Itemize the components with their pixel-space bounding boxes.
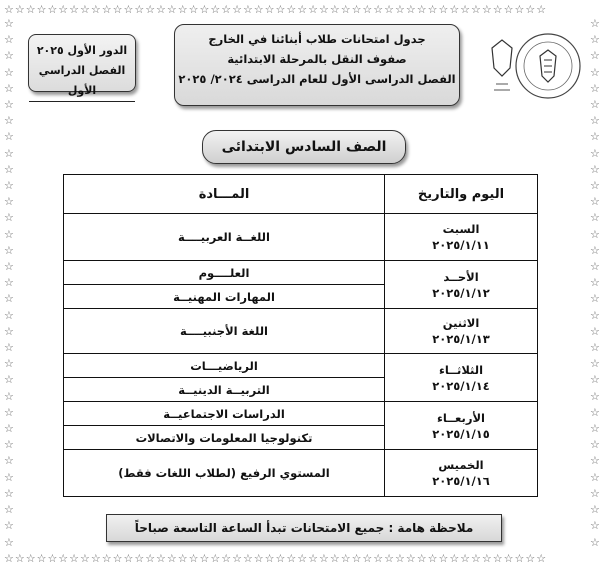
table-row [64,402,538,426]
col-subject-header: المـــادة [64,175,385,214]
title-line-2: صفوف النقل بالمرحلة الابتدائية [227,52,407,66]
table-row [64,309,538,354]
round-line-1: الدور الأول ٢٠٢٥ [36,44,128,57]
subject-cell: اللغــة العربيــــة [64,214,385,261]
star-border-top: ☆☆☆☆☆☆☆☆☆☆☆☆☆☆☆☆☆☆☆☆☆☆☆☆☆☆☆☆☆☆☆☆☆☆☆☆☆☆☆☆☆☆☆☆☆☆☆☆☆☆ [4,4,548,15]
subject-cell: اللغة الأجنبيــــة [64,309,385,354]
subject-cell: العلــــوم [64,261,385,285]
title-box [174,24,460,106]
day-cell [385,354,538,402]
col-day-header: اليوم والتاريخ [385,175,538,214]
round-line-2: الفصل الدراسي الأول [29,61,135,102]
subject-cell: تكنولوجيا المعلومات والاتصالات [64,426,385,450]
grade-title: الصف السادس الابتدائى [202,130,406,164]
table-row [64,354,538,378]
day-cell [385,450,538,497]
day-name: الأحــد [443,269,479,284]
title-line-3: الفصل الدراسى الأول للعام الدراسى ٢٠٢٤/ ٢٠٢٥ [178,72,456,86]
subject-cell: المهارات المهنيــة [64,285,385,309]
table-row [64,450,538,497]
day-date: ٢٠٢٥/١/١٢ [432,285,490,300]
schedule-table [63,174,538,497]
day-name: السبت [442,222,480,236]
subject-cell: التربيــة الدينيــة [64,378,385,402]
day-name: الأربعــاء [437,410,485,425]
subject-cell: المستوي الرفيع (لطلاب اللغات فقط) [64,450,385,497]
day-cell [385,309,538,354]
table-row [64,261,538,285]
day-cell [385,261,538,309]
day-name: الاثنين [442,316,480,330]
star-border-right: ☆☆☆☆☆☆☆☆☆☆☆☆☆☆☆☆☆☆☆☆☆☆☆☆☆☆☆☆☆☆☆☆☆ [590,17,600,549]
day-date: ٢٠٢٥/١/١١ [432,238,490,252]
star-border-left: ☆☆☆☆☆☆☆☆☆☆☆☆☆☆☆☆☆☆☆☆☆☆☆☆☆☆☆☆☆☆☆☆☆ [4,17,14,549]
table-header-row [64,175,538,214]
round-box [28,34,136,97]
day-date: ٢٠٢٥/١/١٤ [432,378,490,393]
day-name: الخميس [438,458,484,472]
day-cell [385,214,538,261]
ministry-logo-icon [478,26,586,106]
day-date: ٢٠٢٥/١/١٥ [432,426,490,441]
star-border-bottom: ☆☆☆☆☆☆☆☆☆☆☆☆☆☆☆☆☆☆☆☆☆☆☆☆☆☆☆☆☆☆☆☆☆☆☆☆☆☆☆☆☆☆☆☆☆☆☆☆☆☆ [4,553,548,564]
day-cell [385,402,538,450]
day-name: الثلاثــاء [438,362,484,377]
table-row [64,214,538,261]
day-date: ٢٠٢٥/١/١٣ [432,332,490,346]
day-date: ٢٠٢٥/١/١٦ [432,474,490,488]
header [20,22,586,110]
subject-cell: الدراسات الاجتماعيــة [64,402,385,426]
title-line-1: جدول امتحانات طلاب أبنائنا في الخارج [208,32,426,46]
important-note: ملاحظة هامة : جميع الامتحانات تبدأ الساعة التاسعة صباحاً [106,514,502,542]
subject-cell: الرياضيـــات [64,354,385,378]
